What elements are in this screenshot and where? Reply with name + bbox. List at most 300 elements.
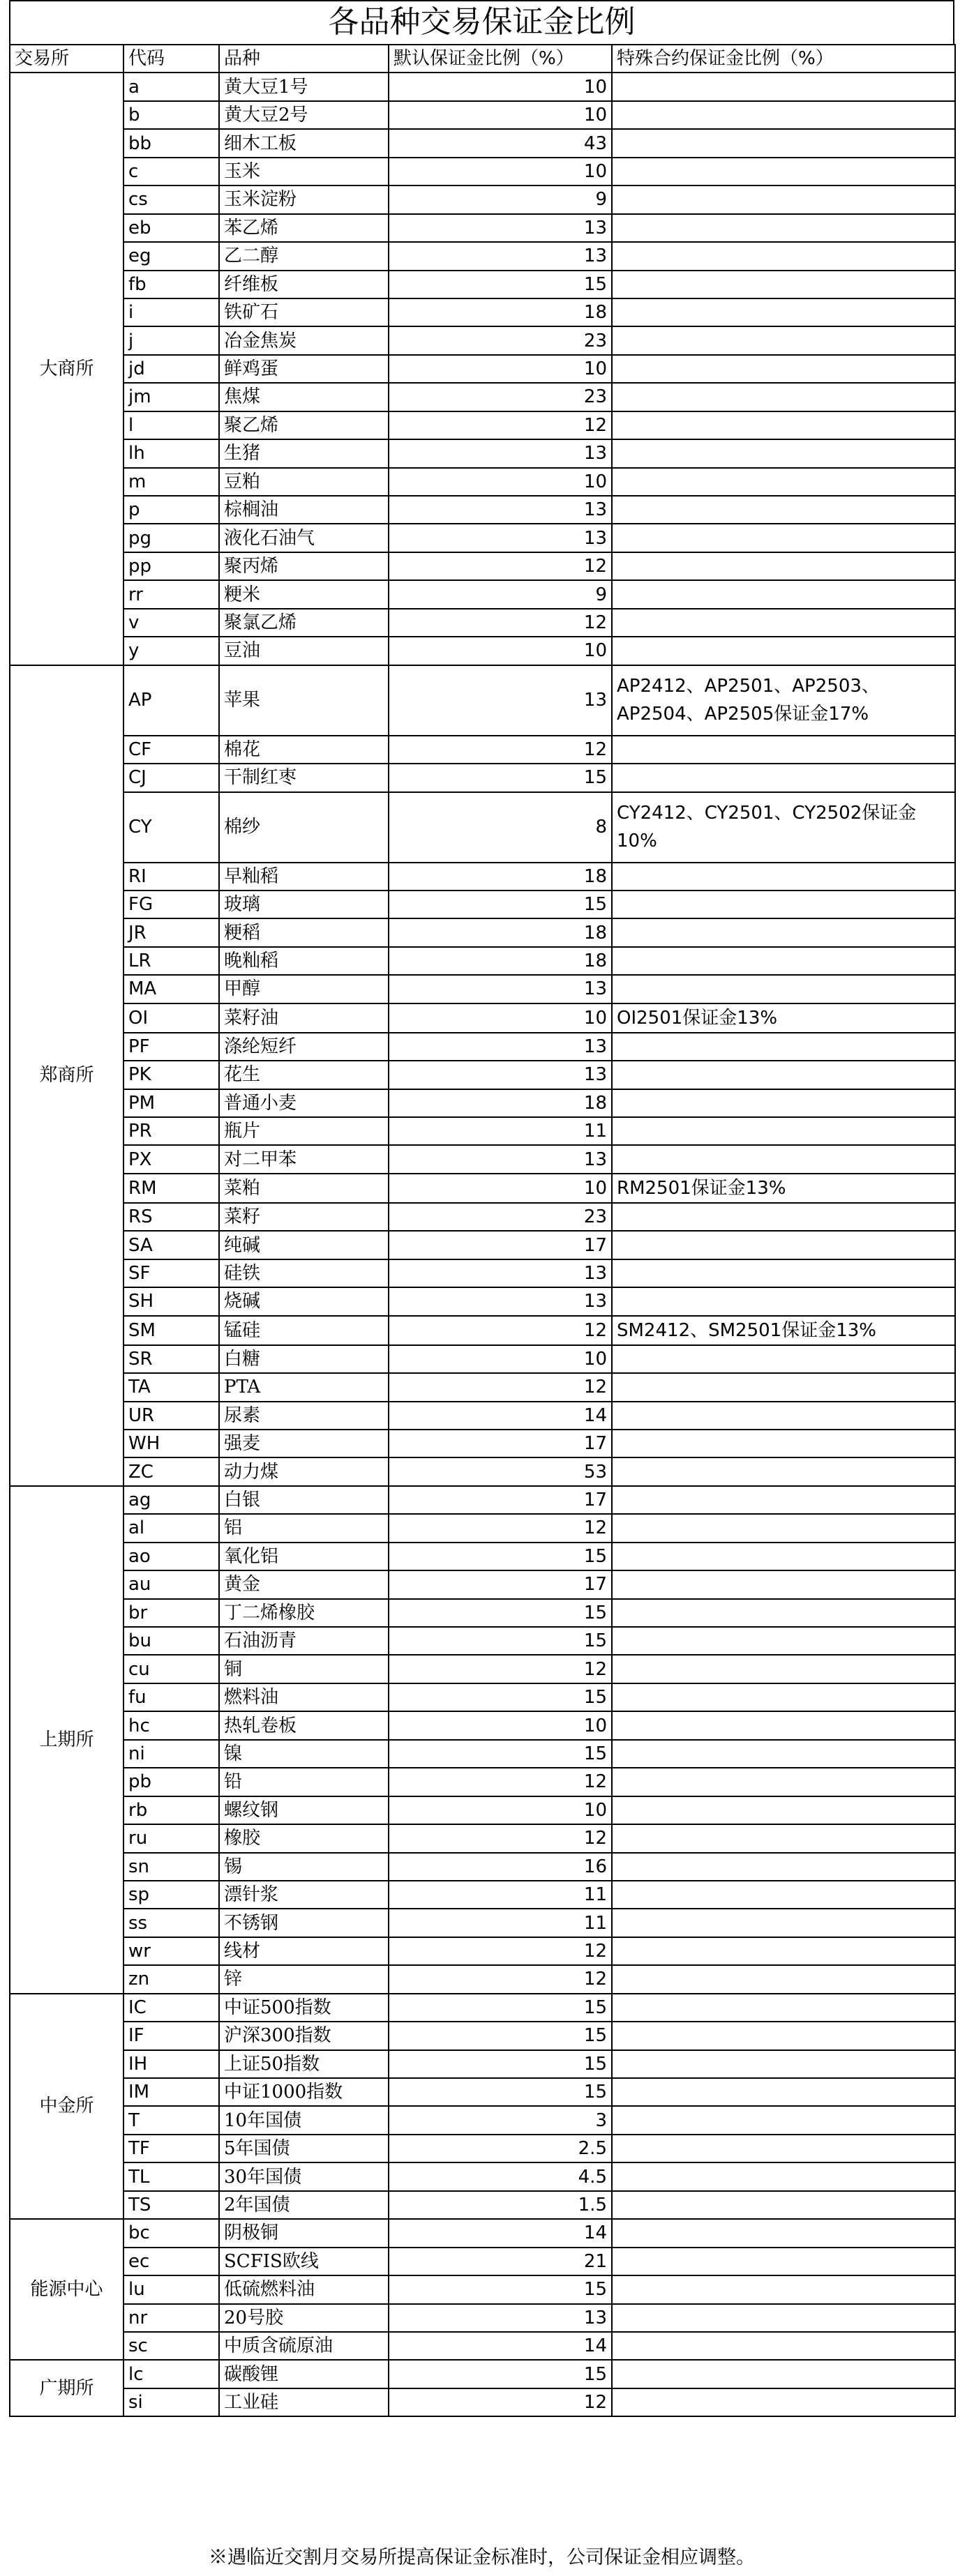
code-cell: LR — [123, 947, 219, 975]
special-margin-cell — [612, 2078, 955, 2106]
code-cell: SA — [123, 1231, 219, 1259]
table-row — [10, 2106, 955, 2134]
table-row — [10, 2304, 955, 2332]
special-margin-cell — [612, 355, 955, 383]
code-cell: ag — [123, 1486, 219, 1514]
default-margin-cell: 12 — [389, 1316, 612, 1345]
product-cell: 黄大豆2号 — [219, 101, 389, 129]
special-margin-cell — [612, 2219, 955, 2247]
product-cell: 聚丙烯 — [219, 552, 389, 580]
special-margin-cell — [612, 1033, 955, 1061]
product-cell: 5年国债 — [219, 2135, 389, 2162]
product-cell: 玻璃 — [219, 891, 389, 918]
special-margin-cell — [612, 947, 955, 975]
product-cell: 纯碱 — [219, 1231, 389, 1259]
table-row — [10, 1909, 955, 1937]
table-row — [10, 792, 955, 863]
code-cell: bc — [123, 2219, 219, 2247]
product-cell: 螺纹钢 — [219, 1796, 389, 1824]
product-cell: 30年国债 — [219, 2162, 389, 2190]
table-row — [10, 1402, 955, 1430]
default-margin-cell: 14 — [389, 2332, 612, 2360]
exchange-cell: 能源中心 — [10, 2219, 123, 2360]
special-margin-cell — [612, 1711, 955, 1739]
code-cell: UR — [123, 1402, 219, 1430]
table-row — [10, 158, 955, 185]
default-margin-cell: 12 — [389, 2388, 612, 2416]
code-cell: sp — [123, 1881, 219, 1909]
table-row — [10, 1259, 955, 1287]
page-title: 各品种交易保证金比例 — [9, 0, 954, 44]
code-cell: sn — [123, 1853, 219, 1881]
code-cell: FG — [123, 891, 219, 918]
special-margin-cell — [612, 736, 955, 764]
default-margin-cell: 13 — [389, 1061, 612, 1089]
default-margin-cell: 15 — [389, 1599, 612, 1627]
default-margin-cell: 12 — [389, 1768, 612, 1796]
special-margin-cell — [612, 1457, 955, 1485]
product-cell: 纤维板 — [219, 271, 389, 298]
special-margin-cell: RM2501保证金13% — [612, 1174, 955, 1203]
code-cell: pp — [123, 552, 219, 580]
table-row — [10, 1768, 955, 1796]
code-cell: zn — [123, 1965, 219, 1993]
table-row — [10, 101, 955, 129]
code-cell: bu — [123, 1627, 219, 1655]
default-margin-cell: 10 — [389, 1796, 612, 1824]
default-margin-cell: 13 — [389, 496, 612, 524]
default-margin-cell: 17 — [389, 1231, 612, 1259]
code-cell: TF — [123, 2135, 219, 2162]
code-cell: IM — [123, 2078, 219, 2106]
product-cell: 普通小麦 — [219, 1089, 389, 1117]
table-row — [10, 2162, 955, 2190]
table-row — [10, 355, 955, 383]
exchange-cell: 大商所 — [10, 73, 123, 665]
default-margin-cell: 10 — [389, 468, 612, 496]
product-cell: 橡胶 — [219, 1824, 389, 1852]
product-cell: 晚籼稻 — [219, 947, 389, 975]
product-cell: 尿素 — [219, 1402, 389, 1430]
code-cell: PK — [123, 1061, 219, 1089]
table-row — [10, 129, 955, 157]
special-margin-cell — [612, 1824, 955, 1852]
table-row — [10, 552, 955, 580]
special-margin-cell — [612, 1430, 955, 1457]
special-margin-cell — [612, 439, 955, 467]
default-margin-cell: 14 — [389, 2219, 612, 2247]
table-row — [10, 609, 955, 637]
special-margin-cell — [612, 1683, 955, 1711]
special-margin-cell — [612, 863, 955, 891]
product-cell: 粳米 — [219, 580, 389, 608]
default-margin-cell: 23 — [389, 383, 612, 411]
product-cell: 白糖 — [219, 1345, 389, 1373]
product-cell: 早籼稻 — [219, 863, 389, 891]
default-margin-cell: 43 — [389, 129, 612, 157]
code-cell: al — [123, 1514, 219, 1542]
product-cell: 烧碱 — [219, 1287, 389, 1315]
code-cell: SM — [123, 1316, 219, 1345]
table-row — [10, 2022, 955, 2050]
code-cell: lu — [123, 2275, 219, 2303]
special-margin-cell — [612, 411, 955, 439]
footer-note: ※遇临近交割月交易所提高保证金标准时，公司保证金相应调整。 — [209, 2547, 755, 2568]
header-exchange: 交易所 — [10, 45, 123, 73]
code-cell: PM — [123, 1089, 219, 1117]
table-row — [10, 580, 955, 608]
table-row — [10, 2219, 955, 2247]
special-margin-cell — [612, 552, 955, 580]
product-cell: 2年国债 — [219, 2191, 389, 2219]
header-default-margin: 默认保证金比例（%） — [389, 45, 612, 73]
table-row — [10, 1514, 955, 1542]
default-margin-cell: 15 — [389, 2078, 612, 2106]
code-cell: bb — [123, 129, 219, 157]
product-cell: 丁二烯橡胶 — [219, 1599, 389, 1627]
table-row — [10, 326, 955, 354]
table-row — [10, 2050, 955, 2078]
code-cell: ru — [123, 1824, 219, 1852]
code-cell: TL — [123, 2162, 219, 2190]
special-margin-cell — [612, 1937, 955, 1965]
special-margin-cell — [612, 383, 955, 411]
default-margin-cell: 10 — [389, 1345, 612, 1373]
table-row — [10, 2078, 955, 2106]
code-cell: SR — [123, 1345, 219, 1373]
code-cell: SF — [123, 1259, 219, 1287]
table-row — [10, 764, 955, 791]
special-margin-cell — [612, 1909, 955, 1937]
special-margin-cell: AP2412、AP2501、AP2503、AP2504、AP2505保证金17% — [612, 665, 955, 736]
table-row — [10, 1316, 955, 1345]
default-margin-cell: 10 — [389, 73, 612, 100]
default-margin-cell: 10 — [389, 158, 612, 185]
default-margin-cell: 15 — [389, 1683, 612, 1711]
product-cell: 液化石油气 — [219, 524, 389, 552]
default-margin-cell: 15 — [389, 2022, 612, 2050]
default-margin-cell: 17 — [389, 1486, 612, 1514]
default-margin-cell: 10 — [389, 637, 612, 665]
product-cell: 乙二醇 — [219, 242, 389, 270]
table-row — [10, 736, 955, 764]
code-cell: PF — [123, 1033, 219, 1061]
table-row — [10, 271, 955, 298]
table-row — [10, 468, 955, 496]
table-row — [10, 947, 955, 975]
default-margin-cell: 13 — [389, 665, 612, 736]
special-margin-cell — [612, 524, 955, 552]
product-cell: 苹果 — [219, 665, 389, 736]
default-margin-cell: 10 — [389, 101, 612, 129]
special-margin-cell — [612, 2106, 955, 2134]
code-cell: hc — [123, 1711, 219, 1739]
special-margin-cell — [612, 1402, 955, 1430]
product-cell: 聚氯乙烯 — [219, 609, 389, 637]
code-cell: WH — [123, 1430, 219, 1457]
table-row — [10, 1824, 955, 1852]
product-cell: 不锈钢 — [219, 1909, 389, 1937]
code-cell: rb — [123, 1796, 219, 1824]
default-margin-cell: 1.5 — [389, 2191, 612, 2219]
product-cell: 豆油 — [219, 637, 389, 665]
header-code: 代码 — [123, 45, 219, 73]
special-margin-cell — [612, 101, 955, 129]
product-cell: 氧化铝 — [219, 1543, 389, 1570]
special-margin-cell — [612, 214, 955, 242]
code-cell: rr — [123, 580, 219, 608]
table-row — [10, 1457, 955, 1485]
table-row — [10, 1003, 955, 1033]
code-cell: CY — [123, 792, 219, 863]
code-cell: cu — [123, 1655, 219, 1683]
table-row — [10, 1117, 955, 1145]
product-cell: 瓶片 — [219, 1117, 389, 1145]
product-cell: 硅铁 — [219, 1259, 389, 1287]
default-margin-cell: 12 — [389, 1655, 612, 1683]
code-cell: OI — [123, 1003, 219, 1033]
product-cell: 涤纶短纤 — [219, 1033, 389, 1061]
code-cell: TS — [123, 2191, 219, 2219]
table-row — [10, 1853, 955, 1881]
code-cell: l — [123, 411, 219, 439]
table-row — [10, 2332, 955, 2360]
product-cell: PTA — [219, 1373, 389, 1401]
special-margin-cell — [612, 2162, 955, 2190]
product-cell: 铁矿石 — [219, 298, 389, 326]
special-margin-cell — [612, 2248, 955, 2275]
default-margin-cell: 15 — [389, 764, 612, 791]
default-margin-cell: 14 — [389, 1402, 612, 1430]
code-cell: RS — [123, 1203, 219, 1231]
special-margin-cell — [612, 1287, 955, 1315]
product-cell: 焦煤 — [219, 383, 389, 411]
product-cell: 燃料油 — [219, 1683, 389, 1711]
special-margin-cell — [612, 1345, 955, 1373]
table-row — [10, 1570, 955, 1598]
special-margin-cell — [612, 1994, 955, 2022]
special-margin-cell — [612, 2388, 955, 2416]
default-margin-cell: 16 — [389, 1853, 612, 1881]
default-margin-cell: 13 — [389, 524, 612, 552]
default-margin-cell: 15 — [389, 1994, 612, 2022]
special-margin-cell — [612, 637, 955, 665]
table-row — [10, 298, 955, 326]
product-cell: 强麦 — [219, 1430, 389, 1457]
code-cell: MA — [123, 975, 219, 1003]
special-margin-cell — [612, 1627, 955, 1655]
table-row — [10, 1627, 955, 1655]
default-margin-cell: 17 — [389, 1430, 612, 1457]
table-row — [10, 637, 955, 665]
table-row — [10, 891, 955, 918]
table-row — [10, 411, 955, 439]
table-row — [10, 863, 955, 891]
default-margin-cell: 15 — [389, 891, 612, 918]
default-margin-cell: 23 — [389, 326, 612, 354]
special-margin-cell — [612, 468, 955, 496]
special-margin-cell — [612, 2022, 955, 2050]
special-margin-cell — [612, 1965, 955, 1993]
default-margin-cell: 53 — [389, 1457, 612, 1485]
special-margin-cell — [612, 1570, 955, 1598]
product-cell: 中证1000指数 — [219, 2078, 389, 2106]
table-row — [10, 1345, 955, 1373]
special-margin-cell — [612, 2275, 955, 2303]
table-row — [10, 1145, 955, 1173]
exchange-cell: 郑商所 — [10, 665, 123, 1486]
product-cell: 花生 — [219, 1061, 389, 1089]
code-cell: RI — [123, 863, 219, 891]
table-row — [10, 1287, 955, 1315]
product-cell: 菜籽油 — [219, 1003, 389, 1033]
special-margin-cell — [612, 326, 955, 354]
default-margin-cell: 18 — [389, 947, 612, 975]
code-cell: pb — [123, 1768, 219, 1796]
code-cell: lc — [123, 2360, 219, 2388]
table-row — [10, 214, 955, 242]
table-row — [10, 2248, 955, 2275]
special-margin-cell — [612, 242, 955, 270]
code-cell: m — [123, 468, 219, 496]
default-margin-cell: 11 — [389, 1909, 612, 1937]
default-margin-cell: 13 — [389, 214, 612, 242]
table-row — [10, 185, 955, 213]
table-row — [10, 665, 955, 736]
code-cell: sc — [123, 2332, 219, 2360]
product-cell: 对二甲苯 — [219, 1145, 389, 1173]
special-margin-cell — [612, 891, 955, 918]
code-cell: AP — [123, 665, 219, 736]
code-cell: si — [123, 2388, 219, 2416]
table-row — [10, 1711, 955, 1739]
product-cell: 聚乙烯 — [219, 411, 389, 439]
default-margin-cell: 11 — [389, 1117, 612, 1145]
product-cell: 石油沥青 — [219, 1627, 389, 1655]
default-margin-cell: 12 — [389, 736, 612, 764]
default-margin-cell: 10 — [389, 355, 612, 383]
code-cell: T — [123, 2106, 219, 2134]
product-cell: 锡 — [219, 1853, 389, 1881]
special-margin-cell — [612, 1231, 955, 1259]
special-margin-cell — [612, 975, 955, 1003]
code-cell: c — [123, 158, 219, 185]
product-cell: 锰硅 — [219, 1316, 389, 1345]
exchange-cell: 上期所 — [10, 1486, 123, 1994]
code-cell: JR — [123, 918, 219, 946]
default-margin-cell: 9 — [389, 580, 612, 608]
default-margin-cell: 15 — [389, 2360, 612, 2388]
default-margin-cell: 15 — [389, 1543, 612, 1570]
product-cell: 冶金焦炭 — [219, 326, 389, 354]
default-margin-cell: 21 — [389, 2248, 612, 2275]
exchange-cell: 中金所 — [10, 1994, 123, 2220]
table-row — [10, 918, 955, 946]
code-cell: au — [123, 1570, 219, 1598]
special-margin-cell — [612, 73, 955, 100]
special-margin-cell — [612, 129, 955, 157]
product-cell: SCFIS欧线 — [219, 2248, 389, 2275]
product-cell: 阴极铜 — [219, 2219, 389, 2247]
product-cell: 漂针浆 — [219, 1881, 389, 1909]
default-margin-cell: 17 — [389, 1570, 612, 1598]
code-cell: cs — [123, 185, 219, 213]
product-cell: 铜 — [219, 1655, 389, 1683]
table-row — [10, 2275, 955, 2303]
default-margin-cell: 13 — [389, 1033, 612, 1061]
product-cell: 低硫燃料油 — [219, 2275, 389, 2303]
code-cell: PX — [123, 1145, 219, 1173]
default-margin-cell: 12 — [389, 1937, 612, 1965]
product-cell: 沪深300指数 — [219, 2022, 389, 2050]
table-row — [10, 2135, 955, 2162]
code-cell: TA — [123, 1373, 219, 1401]
table-row — [10, 975, 955, 1003]
code-cell: lh — [123, 439, 219, 467]
product-cell: 菜籽 — [219, 1203, 389, 1231]
product-cell: 黄金 — [219, 1570, 389, 1598]
code-cell: jd — [123, 355, 219, 383]
table-row — [10, 1033, 955, 1061]
header-product: 品种 — [219, 45, 389, 73]
special-margin-cell — [612, 496, 955, 524]
special-margin-cell — [612, 1259, 955, 1287]
product-cell: 铝 — [219, 1514, 389, 1542]
default-margin-cell: 4.5 — [389, 2162, 612, 2190]
table-row — [10, 1655, 955, 1683]
special-margin-cell — [612, 764, 955, 791]
table-row — [10, 2191, 955, 2219]
table-row — [10, 1543, 955, 1570]
product-cell: 20号胶 — [219, 2304, 389, 2332]
default-margin-cell: 11 — [389, 1881, 612, 1909]
default-margin-cell: 8 — [389, 792, 612, 863]
special-margin-cell: CY2412、CY2501、CY2502保证金10% — [612, 792, 955, 863]
code-cell: y — [123, 637, 219, 665]
product-cell: 豆粕 — [219, 468, 389, 496]
code-cell: fb — [123, 271, 219, 298]
default-margin-cell: 10 — [389, 1174, 612, 1203]
default-margin-cell: 13 — [389, 975, 612, 1003]
default-margin-cell: 18 — [389, 863, 612, 891]
special-margin-cell — [612, 2304, 955, 2332]
special-margin-cell — [612, 1853, 955, 1881]
default-margin-cell: 12 — [389, 609, 612, 637]
special-margin-cell — [612, 918, 955, 946]
table-row — [10, 1089, 955, 1117]
default-margin-cell: 12 — [389, 1824, 612, 1852]
default-margin-cell: 13 — [389, 1145, 612, 1173]
default-margin-cell: 18 — [389, 918, 612, 946]
exchange-cell: 广期所 — [10, 2360, 123, 2416]
special-margin-cell — [612, 1061, 955, 1089]
code-cell: p — [123, 496, 219, 524]
special-margin-cell — [612, 185, 955, 213]
product-cell: 粳稻 — [219, 918, 389, 946]
product-cell: 黄大豆1号 — [219, 73, 389, 100]
table-row — [10, 1965, 955, 1993]
code-cell: j — [123, 326, 219, 354]
special-margin-cell — [612, 2135, 955, 2162]
default-margin-cell: 15 — [389, 1740, 612, 1768]
default-margin-cell: 13 — [389, 439, 612, 467]
default-margin-cell: 12 — [389, 411, 612, 439]
code-cell: ni — [123, 1740, 219, 1768]
default-margin-cell: 15 — [389, 1627, 612, 1655]
default-margin-cell: 12 — [389, 1965, 612, 1993]
table-row — [10, 1937, 955, 1965]
special-margin-cell — [612, 580, 955, 608]
